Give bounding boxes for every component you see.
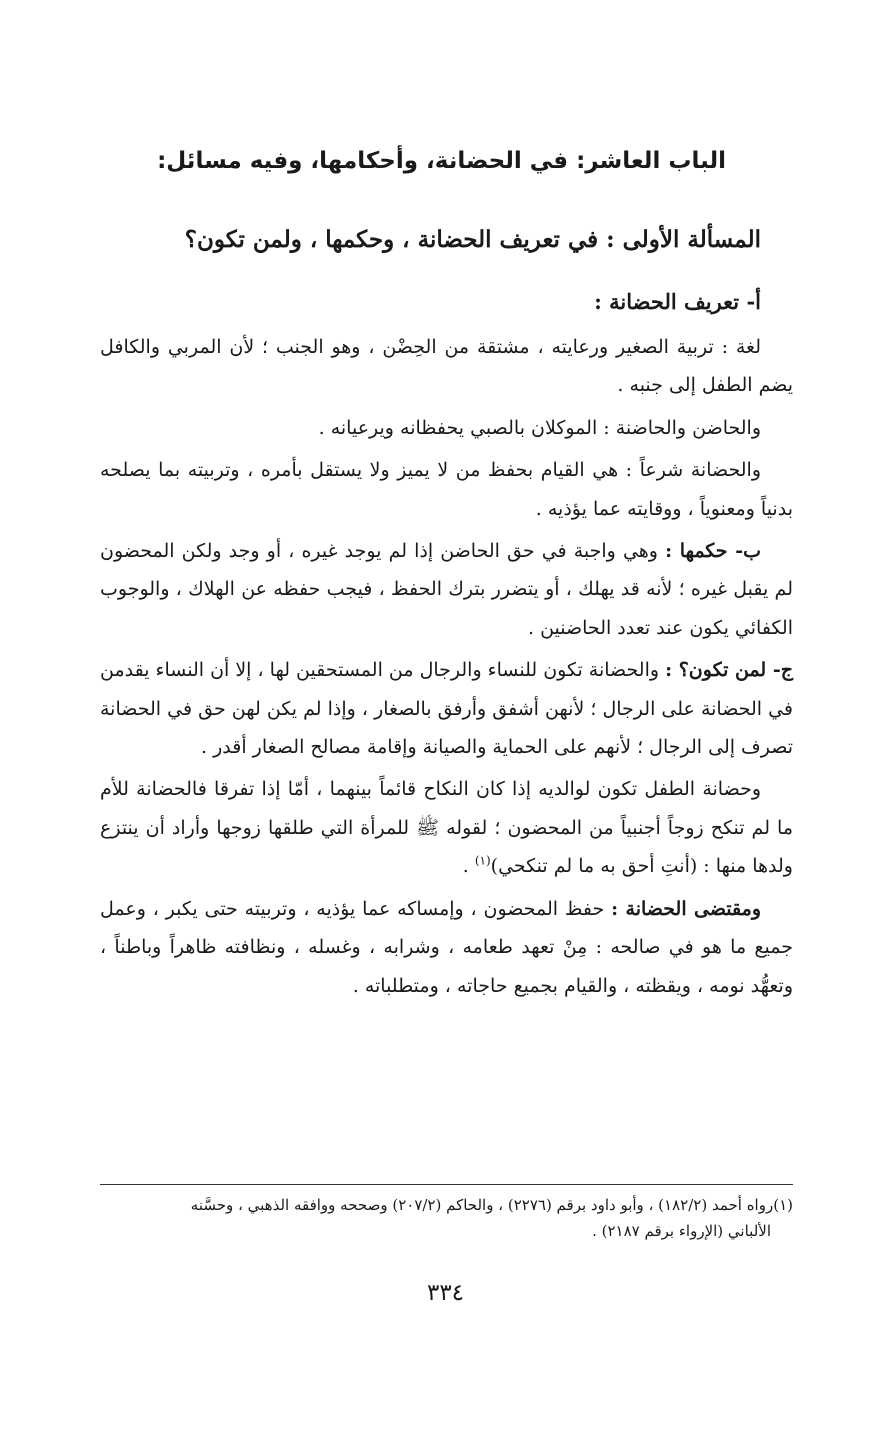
paragraph-shar: والحضانة شرعاً : هي القيام بحفظ من لا يميز ولا يستقل بأمره ، وتربيته بما يصلحه بدنياً ومعنوياً ، ووقايته عما يؤذيه . <box>100 459 793 520</box>
section-b-label: ب- حكمها : <box>665 540 761 563</box>
paragraph-muqtada <box>100 890 793 1005</box>
paragraph-hukm <box>100 532 793 647</box>
section-c-text: والحضانة تكون للنساء والرجال من المستحقين لها ، إلا أن النساء يقدمن في الحضانة على الرجال ؛ لأنهن أشفق وأرفق بالصغار ، وإذا لم يكن لهن حق في الحضانة تصرف إلى الرجال ؛ لأنهم على الحماية والصيانة وإقامة مصالح الصغار أقدر . <box>100 659 793 759</box>
section-b-text: وهي واجبة في حق الحاضن إذا لم يوجد غيره ، أو وجد ولكن المحضون لم يقبل غيره ؛ لأنه قد يهلك ، أو يتضرر بترك الحفظ ، فيجب حفظه عن الهلاك ، والوجوب الكفائي يكون عند تعدد الحاضنين . <box>100 540 793 639</box>
section-c-label: ج- لمن تكون؟ : <box>665 659 793 682</box>
paragraph-liman <box>100 651 793 766</box>
muqtada-text: حفظ المحضون ، وإمساكه عما يؤذيه ، وتربيته حتى يكبر ، وعمل جميع ما هو في صالحه : مِنْ تعهد طعامه ، وشرابه ، وغسله ، ونظافته ظاهراً وباطناً ، وتعهُّد نومه ، ويقظته ، والقيام بجميع حاجاته ، ومتطلباته . <box>100 897 793 997</box>
footnote-line-2: الألباني (الإرواء برقم ٢١٨٧) . <box>592 1222 771 1240</box>
paragraph-child-custody <box>100 770 793 885</box>
chapter-title: الباب العاشر: في الحضانة، وأحكامها، وفيه مسائل: <box>157 148 726 174</box>
body-text <box>100 328 793 1005</box>
footnote-line-1: (١)رواه أحمد (١٨٢/٢) ، وأبو داود برقم (٢٢٧٦) ، والحاكم (٢٠٧/٢) وصححه ووافقه الذهبي ، وحسَّنه <box>190 1196 793 1214</box>
muqtada-label: ومقتضى الحضانة : <box>611 897 762 920</box>
issue-title: المسألة الأولى : في تعريف الحضانة ، وحكمها ، ولمن تكون؟ <box>184 226 761 253</box>
footnote <box>100 1192 793 1244</box>
child-custody-text: وحضانة الطفل تكون لوالديه إذا كان النكاح قائماً بينهما ، أمّا إذا تفرقا فالحضانة للأم ما لم تنكح زوجاً أجنبياً من المحضون ؛ لقوله ﷺ للمرأة التي طلقها زوجها وأراد أن ينتزع ولدها منها : (أنتِ أحق به ما لم تنكحي) <box>100 778 793 878</box>
footnote-divider <box>100 1184 793 1185</box>
child-custody-end: . <box>462 855 475 878</box>
footnote-ref: (١) <box>474 853 491 868</box>
page-number: ٣٣٤ <box>426 1280 465 1306</box>
paragraph-lugha: لغة : تربية الصغير ورعايته ، مشتقة من الحِضْن ، وهو الجنب ؛ لأن المربي والكافل يضم الطفل إلى جنبه . <box>100 336 793 397</box>
paragraph-hadin: والحاضن والحاضنة : الموكلان بالصبي يحفظانه ويرعيانه . <box>318 416 761 439</box>
section-a-heading: أ- تعريف الحضانة : <box>594 289 761 314</box>
